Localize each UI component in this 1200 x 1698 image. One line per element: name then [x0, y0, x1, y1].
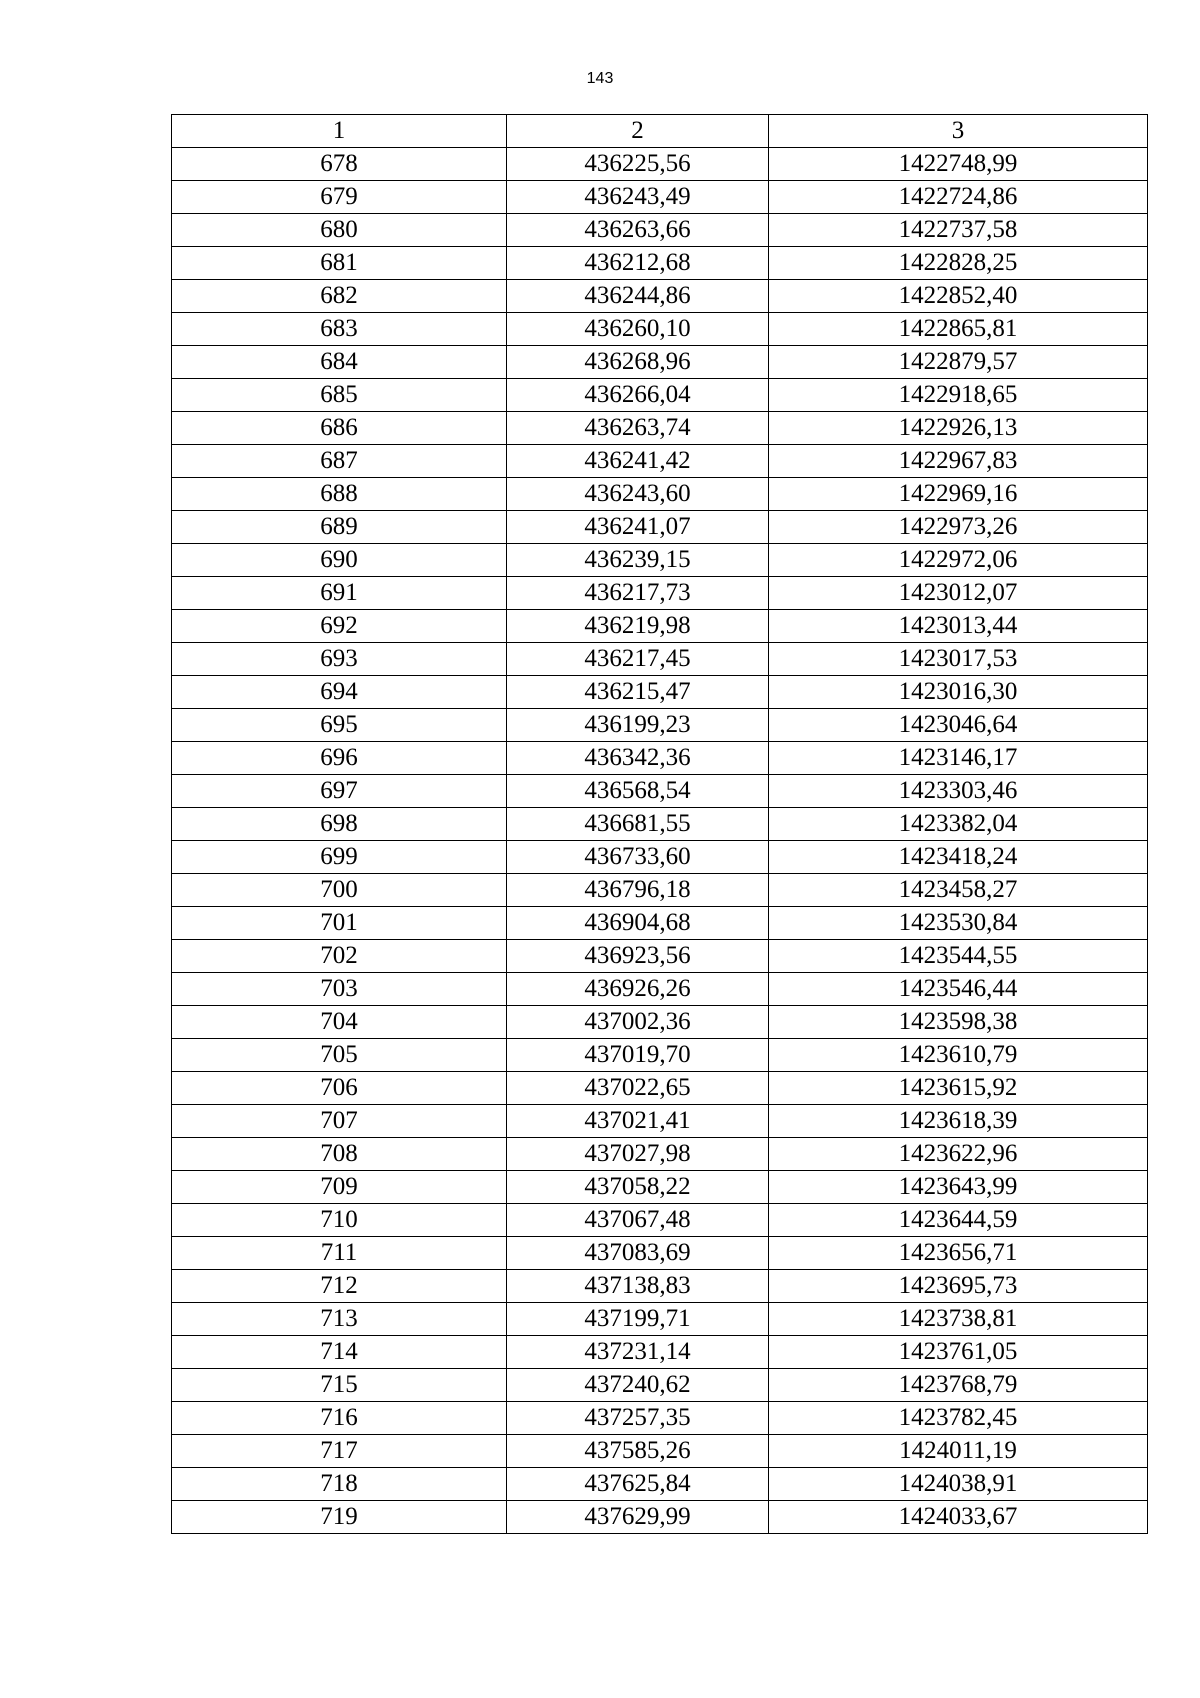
y-coordinate-cell: 1423016,30	[769, 676, 1148, 709]
y-coordinate-cell: 1423544,55	[769, 940, 1148, 973]
point-number-cell: 682	[172, 280, 507, 313]
point-number-cell: 692	[172, 610, 507, 643]
point-number-cell: 716	[172, 1402, 507, 1435]
table-header	[172, 115, 1148, 148]
y-coordinate-cell: 1423017,53	[769, 643, 1148, 676]
x-coordinate-cell: 436225,56	[507, 148, 769, 181]
point-number-cell: 680	[172, 214, 507, 247]
table-row	[172, 445, 1148, 478]
y-coordinate-cell: 1423530,84	[769, 907, 1148, 940]
x-coordinate-cell: 437021,41	[507, 1105, 769, 1138]
x-coordinate-cell: 437629,99	[507, 1501, 769, 1534]
y-coordinate-cell: 1424033,67	[769, 1501, 1148, 1534]
table-row	[172, 313, 1148, 346]
point-number-cell: 717	[172, 1435, 507, 1468]
point-number-cell: 695	[172, 709, 507, 742]
x-coordinate-cell: 437067,48	[507, 1204, 769, 1237]
point-number-cell: 711	[172, 1237, 507, 1270]
page-number: 143	[586, 70, 614, 87]
point-number-cell: 712	[172, 1270, 507, 1303]
y-coordinate-cell: 1424038,91	[769, 1468, 1148, 1501]
table-row	[172, 709, 1148, 742]
table-row	[172, 742, 1148, 775]
point-number-cell: 689	[172, 511, 507, 544]
table-row	[172, 1237, 1148, 1270]
point-number-cell: 696	[172, 742, 507, 775]
y-coordinate-cell: 1423695,73	[769, 1270, 1148, 1303]
y-coordinate-cell: 1423598,38	[769, 1006, 1148, 1039]
point-number-cell: 683	[172, 313, 507, 346]
point-number-cell: 708	[172, 1138, 507, 1171]
table-row	[172, 1369, 1148, 1402]
x-coordinate-cell: 436266,04	[507, 379, 769, 412]
y-coordinate-cell: 1423046,64	[769, 709, 1148, 742]
point-number-cell: 714	[172, 1336, 507, 1369]
x-coordinate-cell: 437027,98	[507, 1138, 769, 1171]
point-number-cell: 705	[172, 1039, 507, 1072]
point-number-cell: 681	[172, 247, 507, 280]
y-coordinate-cell: 1422737,58	[769, 214, 1148, 247]
x-coordinate-cell: 436239,15	[507, 544, 769, 577]
point-number-cell: 693	[172, 643, 507, 676]
table-row	[172, 940, 1148, 973]
y-coordinate-cell: 1422865,81	[769, 313, 1148, 346]
x-coordinate-cell: 437019,70	[507, 1039, 769, 1072]
table-row	[172, 1072, 1148, 1105]
y-coordinate-cell: 1422724,86	[769, 181, 1148, 214]
x-coordinate-cell: 437083,69	[507, 1237, 769, 1270]
x-coordinate-cell: 436212,68	[507, 247, 769, 280]
x-coordinate-cell: 437240,62	[507, 1369, 769, 1402]
table-row	[172, 1270, 1148, 1303]
x-coordinate-cell: 436217,73	[507, 577, 769, 610]
header-cell-3: 3	[769, 115, 1148, 148]
x-coordinate-cell: 437002,36	[507, 1006, 769, 1039]
y-coordinate-cell: 1423013,44	[769, 610, 1148, 643]
table-row	[172, 808, 1148, 841]
table-row	[172, 247, 1148, 280]
point-number-cell: 700	[172, 874, 507, 907]
x-coordinate-cell: 436260,10	[507, 313, 769, 346]
point-number-cell: 703	[172, 973, 507, 1006]
x-coordinate-cell: 436796,18	[507, 874, 769, 907]
table-body	[172, 148, 1148, 1534]
table-row	[172, 874, 1148, 907]
y-coordinate-cell: 1422918,65	[769, 379, 1148, 412]
x-coordinate-cell: 437625,84	[507, 1468, 769, 1501]
x-coordinate-cell: 437257,35	[507, 1402, 769, 1435]
y-coordinate-cell: 1423458,27	[769, 874, 1148, 907]
table-row	[172, 1402, 1148, 1435]
table-row	[172, 775, 1148, 808]
x-coordinate-cell: 436926,26	[507, 973, 769, 1006]
x-coordinate-cell: 437022,65	[507, 1072, 769, 1105]
x-coordinate-cell: 436241,07	[507, 511, 769, 544]
y-coordinate-cell: 1423622,96	[769, 1138, 1148, 1171]
table-row	[172, 610, 1148, 643]
table-row	[172, 1039, 1148, 1072]
table-row	[172, 346, 1148, 379]
y-coordinate-cell: 1423615,92	[769, 1072, 1148, 1105]
table-row	[172, 1105, 1148, 1138]
table-row	[172, 478, 1148, 511]
y-coordinate-cell: 1423618,39	[769, 1105, 1148, 1138]
x-coordinate-cell: 436263,66	[507, 214, 769, 247]
x-coordinate-cell: 437199,71	[507, 1303, 769, 1336]
header-cell-2: 2	[507, 115, 769, 148]
y-coordinate-cell: 1423012,07	[769, 577, 1148, 610]
x-coordinate-cell: 436733,60	[507, 841, 769, 874]
point-number-cell: 702	[172, 940, 507, 973]
point-number-cell: 691	[172, 577, 507, 610]
table-row	[172, 973, 1148, 1006]
y-coordinate-cell: 1423382,04	[769, 808, 1148, 841]
x-coordinate-cell: 436904,68	[507, 907, 769, 940]
y-coordinate-cell: 1422967,83	[769, 445, 1148, 478]
table-row	[172, 214, 1148, 247]
point-number-cell: 707	[172, 1105, 507, 1138]
point-number-cell: 697	[172, 775, 507, 808]
y-coordinate-cell: 1422828,25	[769, 247, 1148, 280]
y-coordinate-cell: 1423768,79	[769, 1369, 1148, 1402]
table-row	[172, 1138, 1148, 1171]
point-number-cell: 699	[172, 841, 507, 874]
table-row	[172, 676, 1148, 709]
y-coordinate-cell: 1423656,71	[769, 1237, 1148, 1270]
x-coordinate-cell: 437058,22	[507, 1171, 769, 1204]
point-number-cell: 685	[172, 379, 507, 412]
x-coordinate-cell: 436681,55	[507, 808, 769, 841]
point-number-cell: 688	[172, 478, 507, 511]
point-number-cell: 704	[172, 1006, 507, 1039]
table-row	[172, 643, 1148, 676]
y-coordinate-cell: 1423761,05	[769, 1336, 1148, 1369]
point-number-cell: 678	[172, 148, 507, 181]
point-number-cell: 698	[172, 808, 507, 841]
table-row	[172, 1435, 1148, 1468]
header-row	[172, 115, 1148, 148]
table-row	[172, 841, 1148, 874]
y-coordinate-cell: 1422972,06	[769, 544, 1148, 577]
point-number-cell: 701	[172, 907, 507, 940]
y-coordinate-cell: 1423782,45	[769, 1402, 1148, 1435]
y-coordinate-cell: 1424011,19	[769, 1435, 1148, 1468]
table-row	[172, 181, 1148, 214]
y-coordinate-cell: 1422879,57	[769, 346, 1148, 379]
table-row	[172, 1204, 1148, 1237]
table-row	[172, 577, 1148, 610]
x-coordinate-cell: 436241,42	[507, 445, 769, 478]
point-number-cell: 715	[172, 1369, 507, 1402]
x-coordinate-cell: 436268,96	[507, 346, 769, 379]
point-number-cell: 719	[172, 1501, 507, 1534]
x-coordinate-cell: 436243,60	[507, 478, 769, 511]
table-row	[172, 511, 1148, 544]
table-row	[172, 1336, 1148, 1369]
point-number-cell: 713	[172, 1303, 507, 1336]
table-row	[172, 1303, 1148, 1336]
x-coordinate-cell: 436243,49	[507, 181, 769, 214]
point-number-cell: 694	[172, 676, 507, 709]
x-coordinate-cell: 436219,98	[507, 610, 769, 643]
point-number-cell: 686	[172, 412, 507, 445]
table-row	[172, 907, 1148, 940]
table-row	[172, 1468, 1148, 1501]
x-coordinate-cell: 436342,36	[507, 742, 769, 775]
x-coordinate-cell: 436923,56	[507, 940, 769, 973]
y-coordinate-cell: 1423643,99	[769, 1171, 1148, 1204]
point-number-cell: 684	[172, 346, 507, 379]
y-coordinate-cell: 1422973,26	[769, 511, 1148, 544]
x-coordinate-cell: 437231,14	[507, 1336, 769, 1369]
point-number-cell: 690	[172, 544, 507, 577]
x-coordinate-cell: 437585,26	[507, 1435, 769, 1468]
y-coordinate-cell: 1422852,40	[769, 280, 1148, 313]
y-coordinate-cell: 1423610,79	[769, 1039, 1148, 1072]
table-row	[172, 148, 1148, 181]
y-coordinate-cell: 1422969,16	[769, 478, 1148, 511]
x-coordinate-cell: 436568,54	[507, 775, 769, 808]
y-coordinate-cell: 1423644,59	[769, 1204, 1148, 1237]
table-row	[172, 1501, 1148, 1534]
table-row	[172, 1006, 1148, 1039]
point-number-cell: 679	[172, 181, 507, 214]
y-coordinate-cell: 1423418,24	[769, 841, 1148, 874]
y-coordinate-cell: 1423303,46	[769, 775, 1148, 808]
header-cell-1: 1	[172, 115, 507, 148]
table-row	[172, 412, 1148, 445]
x-coordinate-cell: 436263,74	[507, 412, 769, 445]
y-coordinate-cell: 1422748,99	[769, 148, 1148, 181]
x-coordinate-cell: 437138,83	[507, 1270, 769, 1303]
x-coordinate-cell: 436244,86	[507, 280, 769, 313]
y-coordinate-cell: 1423546,44	[769, 973, 1148, 1006]
point-number-cell: 687	[172, 445, 507, 478]
coordinates-table	[171, 114, 1148, 1534]
y-coordinate-cell: 1423146,17	[769, 742, 1148, 775]
x-coordinate-cell: 436199,23	[507, 709, 769, 742]
point-number-cell: 710	[172, 1204, 507, 1237]
table-row	[172, 280, 1148, 313]
x-coordinate-cell: 436217,45	[507, 643, 769, 676]
point-number-cell: 718	[172, 1468, 507, 1501]
y-coordinate-cell: 1422926,13	[769, 412, 1148, 445]
table-row	[172, 544, 1148, 577]
table-row	[172, 379, 1148, 412]
point-number-cell: 706	[172, 1072, 507, 1105]
point-number-cell: 709	[172, 1171, 507, 1204]
y-coordinate-cell: 1423738,81	[769, 1303, 1148, 1336]
table-row	[172, 1171, 1148, 1204]
x-coordinate-cell: 436215,47	[507, 676, 769, 709]
